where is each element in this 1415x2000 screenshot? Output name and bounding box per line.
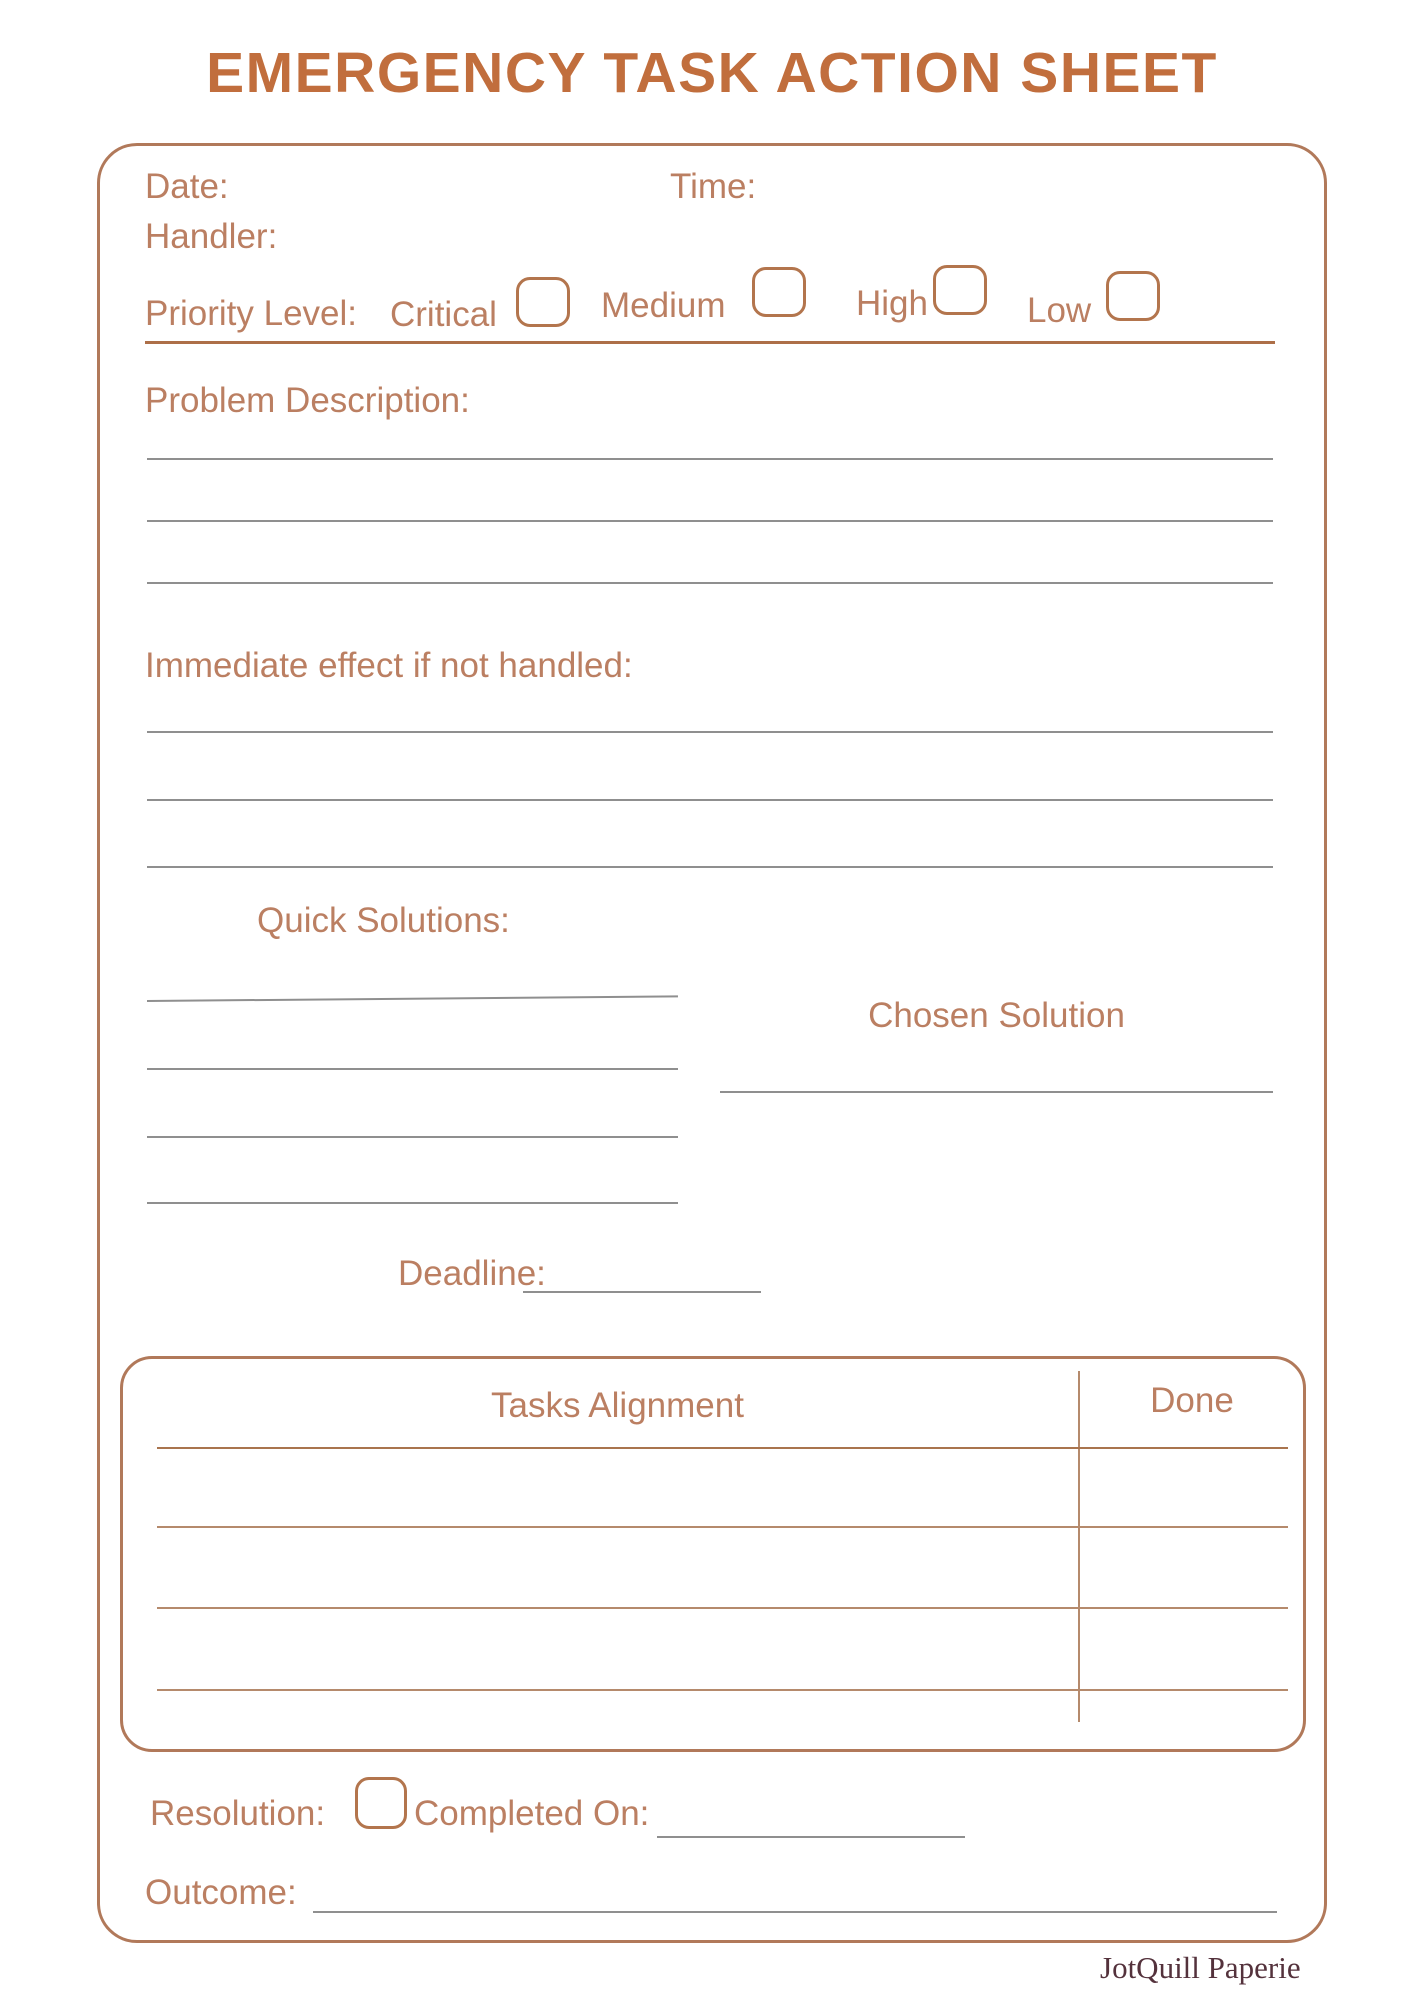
writing-line[interactable] [147,582,1273,584]
done-column-header: Done [1150,1381,1234,1420]
resolution-label: Resolution: [150,1794,326,1833]
writing-line[interactable] [720,1091,1273,1093]
writing-line[interactable] [147,1202,678,1204]
chosen-solution-label: Chosen Solution [868,996,1125,1035]
outcome-label: Outcome: [145,1873,297,1912]
priority-option-critical-label: Critical [390,295,497,334]
resolution-checkbox[interactable] [355,1777,407,1829]
handler-label: Handler: [145,217,278,256]
writing-line[interactable] [147,1136,678,1138]
writing-line[interactable] [147,866,1273,868]
task-row-line[interactable] [157,1526,1288,1528]
writing-line[interactable] [313,1911,1277,1913]
time-label: Time: [670,167,757,206]
writing-line[interactable] [147,1068,678,1070]
priority-option-medium-label: Medium [601,286,726,325]
done-column-divider [1078,1371,1080,1722]
task-row-line[interactable] [157,1607,1288,1609]
writing-line[interactable] [147,799,1273,801]
problem-description-label: Problem Description: [145,381,470,420]
immediate-effect-label: Immediate effect if not handled: [145,646,633,685]
tasks-header-underline [157,1447,1288,1449]
date-label: Date: [145,167,229,206]
writing-line[interactable] [523,1291,761,1293]
medium-checkbox[interactable] [752,267,806,317]
completed-on-label: Completed On: [414,1794,650,1833]
brand-footer: JotQuill Paperie [1100,1950,1301,1985]
priority-option-high-label: High [856,284,928,323]
quick-solutions-label: Quick Solutions: [257,901,510,940]
priority-divider [145,341,1275,344]
low-checkbox[interactable] [1106,271,1160,321]
priority-option-low-label: Low [1027,291,1092,330]
writing-line[interactable] [147,520,1273,522]
writing-line[interactable] [657,1836,965,1838]
high-checkbox[interactable] [933,265,987,315]
writing-line[interactable] [147,458,1273,460]
page-title: EMERGENCY TASK ACTION SHEET [206,41,1218,105]
writing-line[interactable] [147,731,1273,733]
priority-level-label: Priority Level: [145,294,358,333]
task-row-line[interactable] [157,1689,1288,1691]
deadline-label: Deadline: [398,1254,546,1293]
tasks-alignment-header: Tasks Alignment [491,1386,744,1425]
critical-checkbox[interactable] [516,277,570,327]
